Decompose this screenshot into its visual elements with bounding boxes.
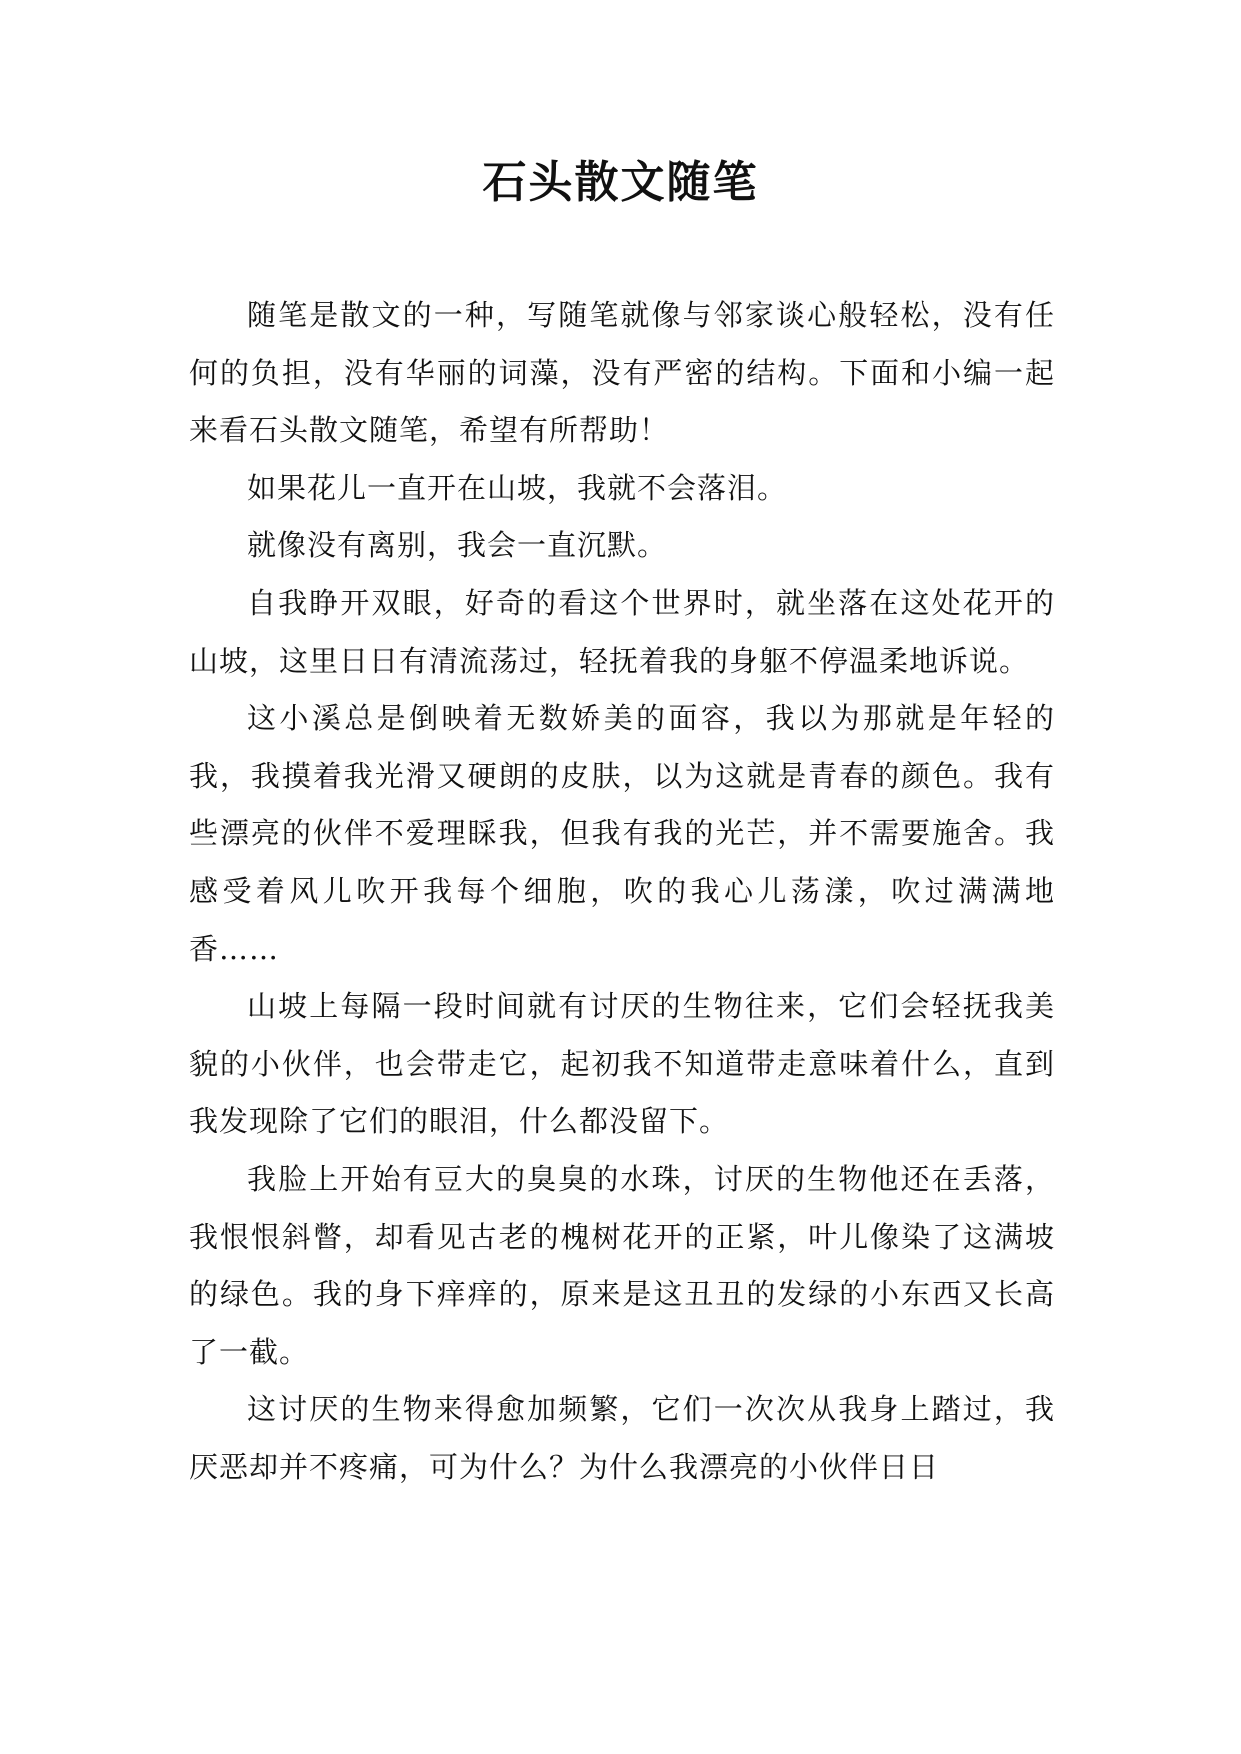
paragraph: 随笔是散文的一种，写随笔就像与邻家谈心般轻松，没有任何的负担，没有华丽的词藻，没有严密的结构。下面和小编一起来看石头散文随笔，希望有所帮助！ (189, 298, 1055, 448)
paragraph: 我脸上开始有豆大的臭臭的水珠，讨厌的生物他还在丢落，我恨恨斜瞥，却看见古老的槐树花开的正紧，叶儿像染了这满坡的绿色。我的身下痒痒的，原来是这丑丑的发绿的小东西又长高了一截。 (189, 1161, 1055, 1369)
paragraph: 就像没有离别，我会一直沉默。 (247, 528, 668, 563)
paragraph: 自我睁开双眼，好奇的看这个世界时，就坐落在这处花开的山坡，这里日日有清流荡过，轻抚着我的身躯不停温柔地诉说。 (189, 585, 1055, 678)
document-title: 石头散文随笔 (482, 157, 759, 208)
document-body (189, 287, 1055, 1496)
paragraph: 山坡上每隔一段时间就有讨厌的生物往来，它们会轻抚我美貌的小伙伴，也会带走它，起初我不知道带走意味着什么，直到我发现除了它们的眼泪，什么都没留下。 (189, 989, 1055, 1139)
paragraph: 如果花儿一直开在山坡，我就不会落泪。 (247, 470, 788, 505)
paragraph: 这讨厌的生物来得愈加频繁，它们一次次从我身上踏过，我厌恶却并不疼痛，可为什么？为什么我漂亮的小伙伴日日 (189, 1392, 1055, 1484)
paragraph: 这小溪总是倒映着无数娇美的面容，我以为那就是年轻的我，我摸着我光滑又硬朗的皮肤，以为这就是青春的颜色。我有些漂亮的伙伴不爱理睬我，但我有我的光芒，并不需要施舍。我感受着风儿吹开我每个细胞，吹的我心儿荡漾，吹过满满地香…… (189, 701, 1055, 966)
